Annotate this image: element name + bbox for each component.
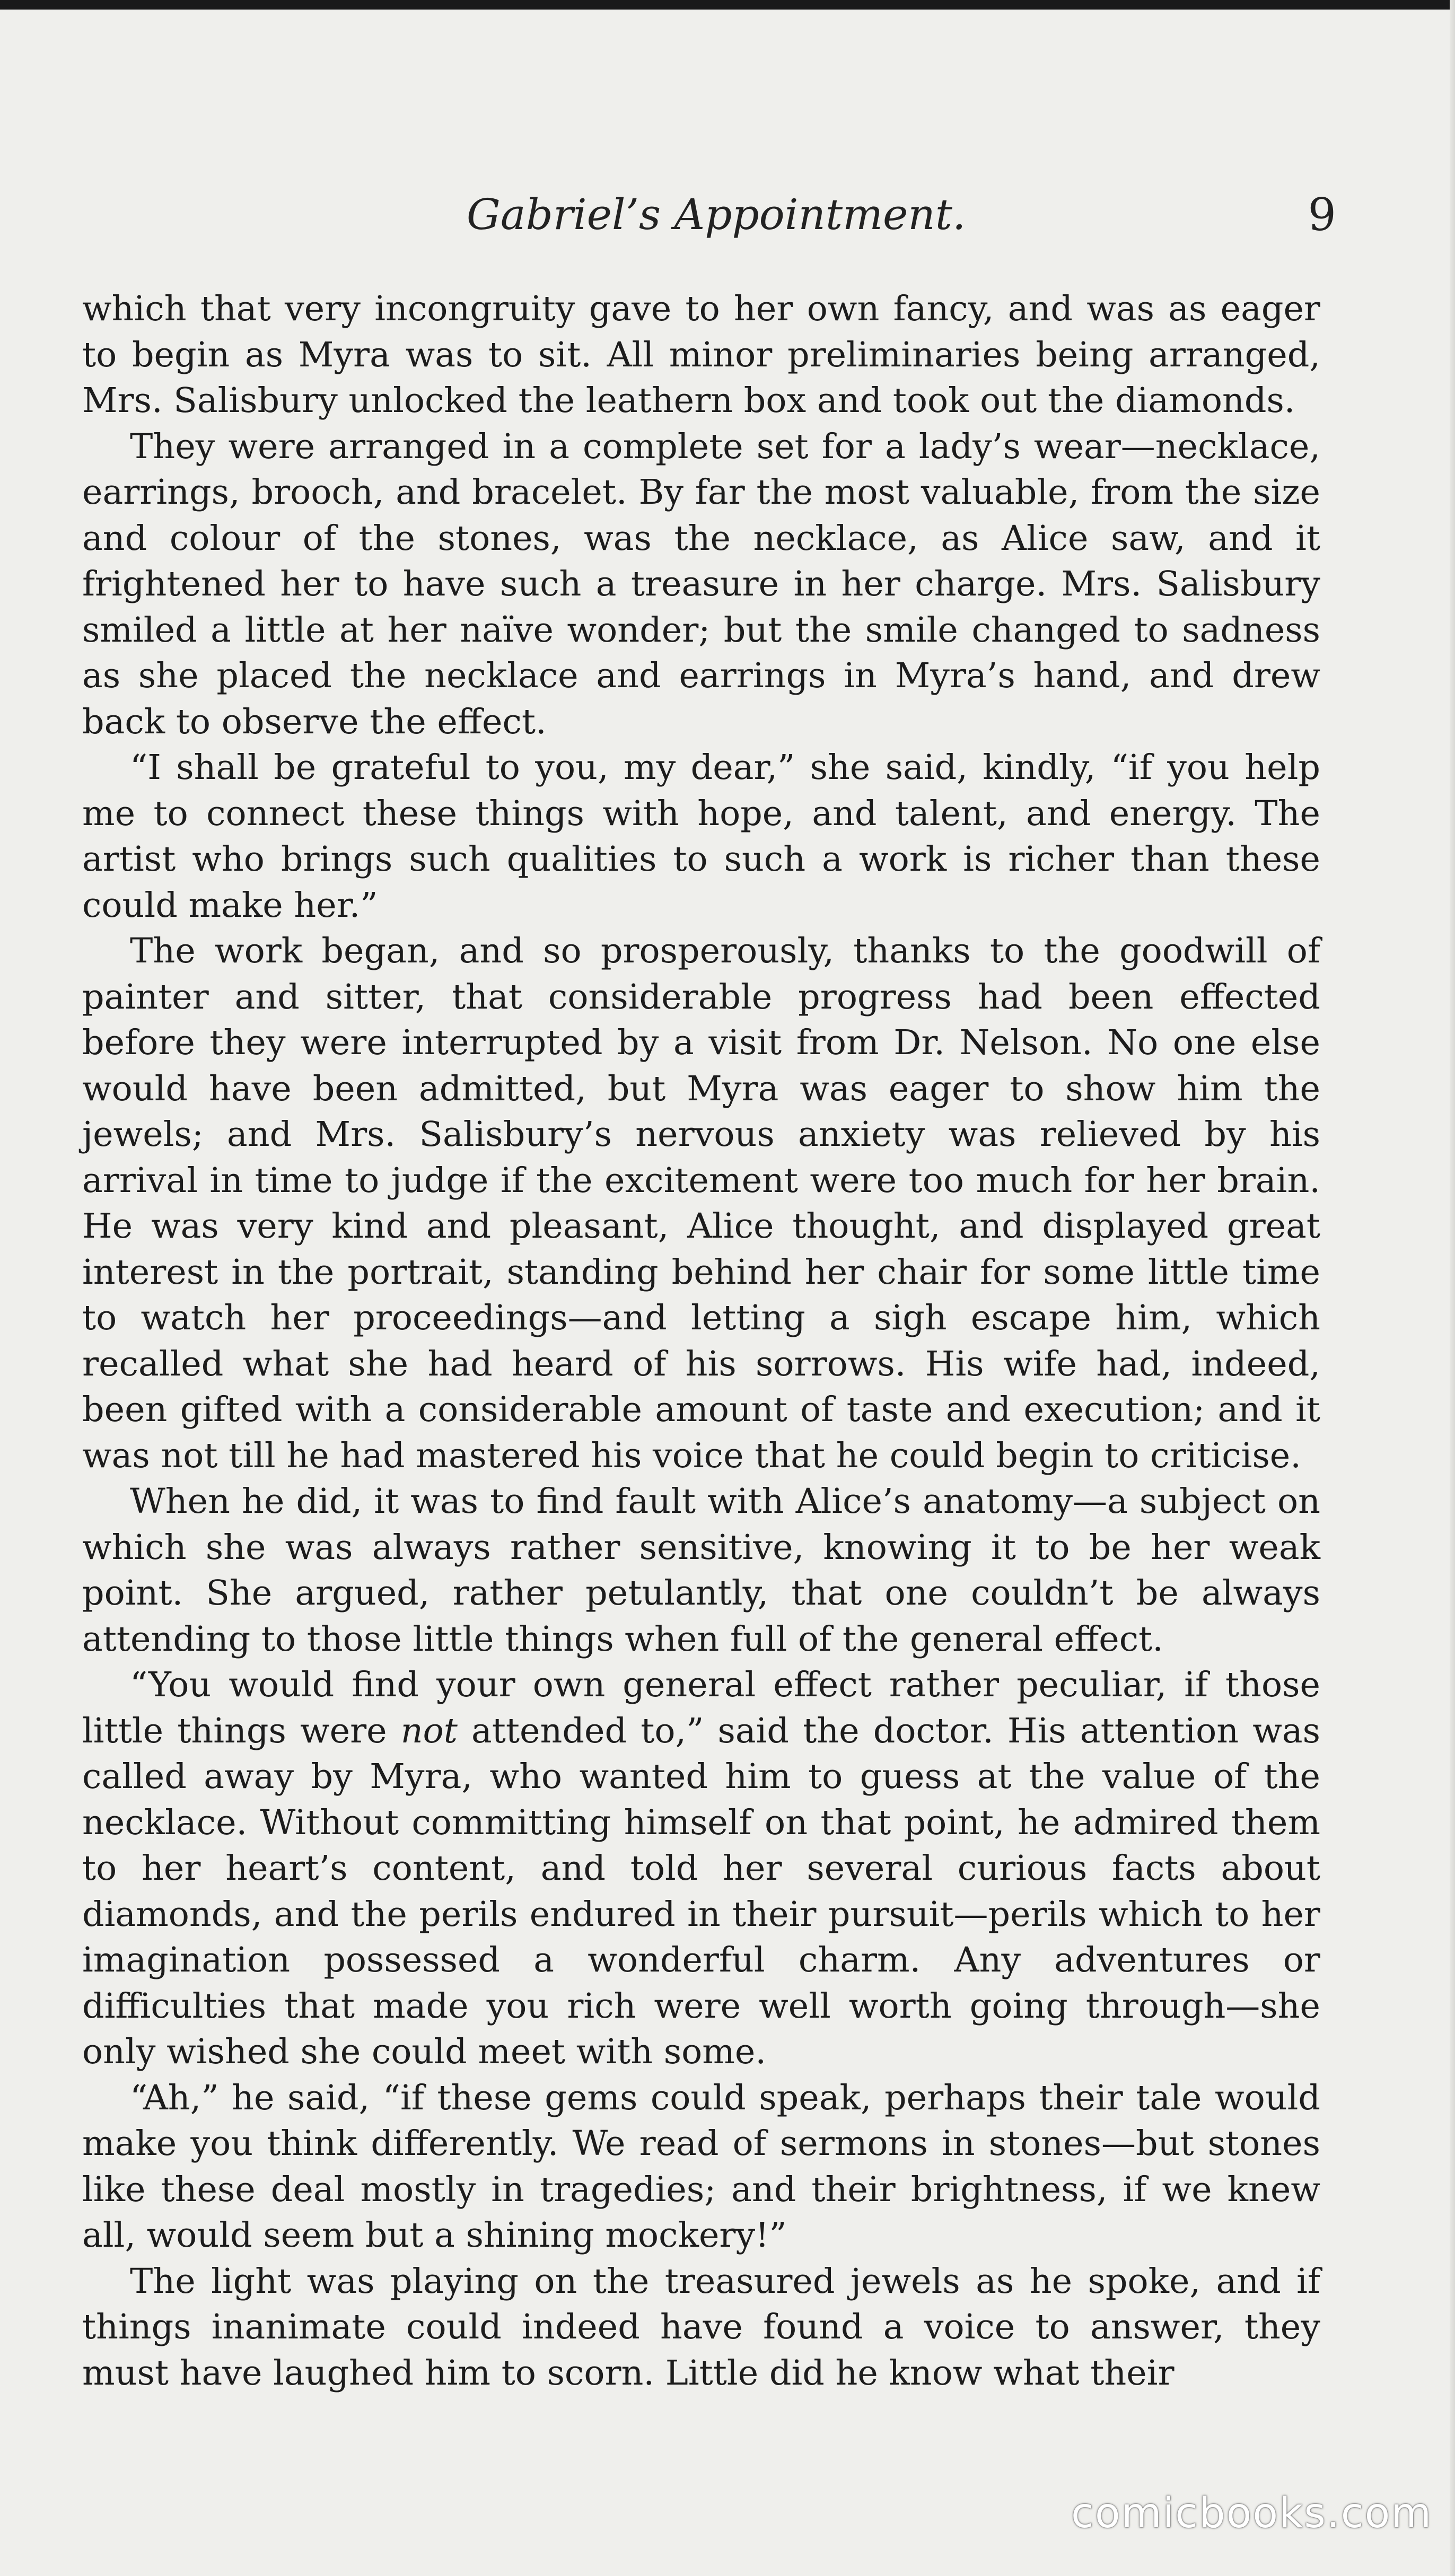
- page-number: 9: [1308, 189, 1336, 241]
- page-right-edge: [1450, 0, 1455, 2576]
- running-head: [0, 186, 1455, 244]
- watermark: comicbooks.com: [1071, 2490, 1433, 2537]
- paragraph-5: When he did, it was to find fault with Alice’s anatomy—a subject on which she was always rather sensitive, knowing it to be her weak point. She argued, rather petulantly, that one couldn’t be always attending to those little things when full of the general effect.: [82, 1482, 1320, 1659]
- paragraph-6-after: attended to,” said the doctor. His attention was called away by Myra, who wanted him to guess at the value of the necklace. Without committing himself on that point, he admired them to her heart’s content, and told her several curious facts about diamonds, and the perils endured in their pursuit—perils which to her imagination possessed a wonderful charm. Any adventures or difficulties that made you rich were well worth going through—she only wished she could meet with some.: [82, 1711, 1320, 2072]
- paragraph-6-before: “You would find your own general effect rather peculiar, if those little things were: [82, 1665, 1320, 1751]
- body-text: [82, 286, 1320, 2396]
- page-top-edge: [0, 0, 1455, 10]
- paragraph-4: The work began, and so prosperously, thanks to the goodwill of painter and sitter, that considerable progress had been effected before they were interrupted by a visit from Dr. Nelson. No one else would have been admitted, but Myra was eager to show him the jewels; and Mrs. Salisbury’s nervous anxiety was relieved by his arrival in time to judge if the excitement were too much for her brain. He was very kind and pleasant, Alice thought, and displayed great interest in the portrait, standing behind her chair for some little time to watch her proceedings—and letting a sigh escape him, which recalled what she had heard of his sorrows. His wife had, indeed, been gifted with a considerable amount of taste and execution; and it was not till he had mastered his voice that he could begin to criticise.: [82, 931, 1320, 1476]
- running-head-title: Gabriel’s Appointment.: [467, 190, 966, 239]
- paragraph-1: which that very incongruity gave to her own fancy, and was as eager to begin as Myra was to sit. All minor preliminaries being arranged, Mrs. Salisbury unlocked the leathern box and took out the diamonds.: [82, 289, 1320, 420]
- paragraph-8: The light was playing on the treasured jewels as he spoke, and if things inanimate could indeed have found a voice to answer, they must have laughed him to scorn. Little did he know what their: [82, 2261, 1320, 2393]
- paragraph-3: “I shall be grateful to you, my dear,” she said, kindly, “if you help me to connect these things with hope, and talent, and energy. The artist who brings such qualities to such a work is richer than these could make her.”: [82, 748, 1320, 925]
- paragraph-7: “Ah,” he said, “if these gems could speak, perhaps their tale would make you think differently. We read of sermons in stones—but stones like these deal mostly in tragedies; and their brightness, if we knew all, would seem but a shining mockery!”: [82, 2078, 1320, 2255]
- paragraph-6: [82, 1662, 1320, 2075]
- paragraph-2: They were arranged in a complete set for a lady’s wear—necklace, earrings, brooch, and bracelet. By far the most valuable, from the size and colour of the stones, was the necklace, as Alice saw, and it frightened her to have such a treasure in her charge. Mrs. Salisbury smiled a little at her naïve wonder; but the smile changed to sadness as she placed the necklace and earrings in Myra’s hand, and drew back to observe the effect.: [82, 426, 1320, 742]
- paragraph-6-emphasis: not: [400, 1711, 458, 1751]
